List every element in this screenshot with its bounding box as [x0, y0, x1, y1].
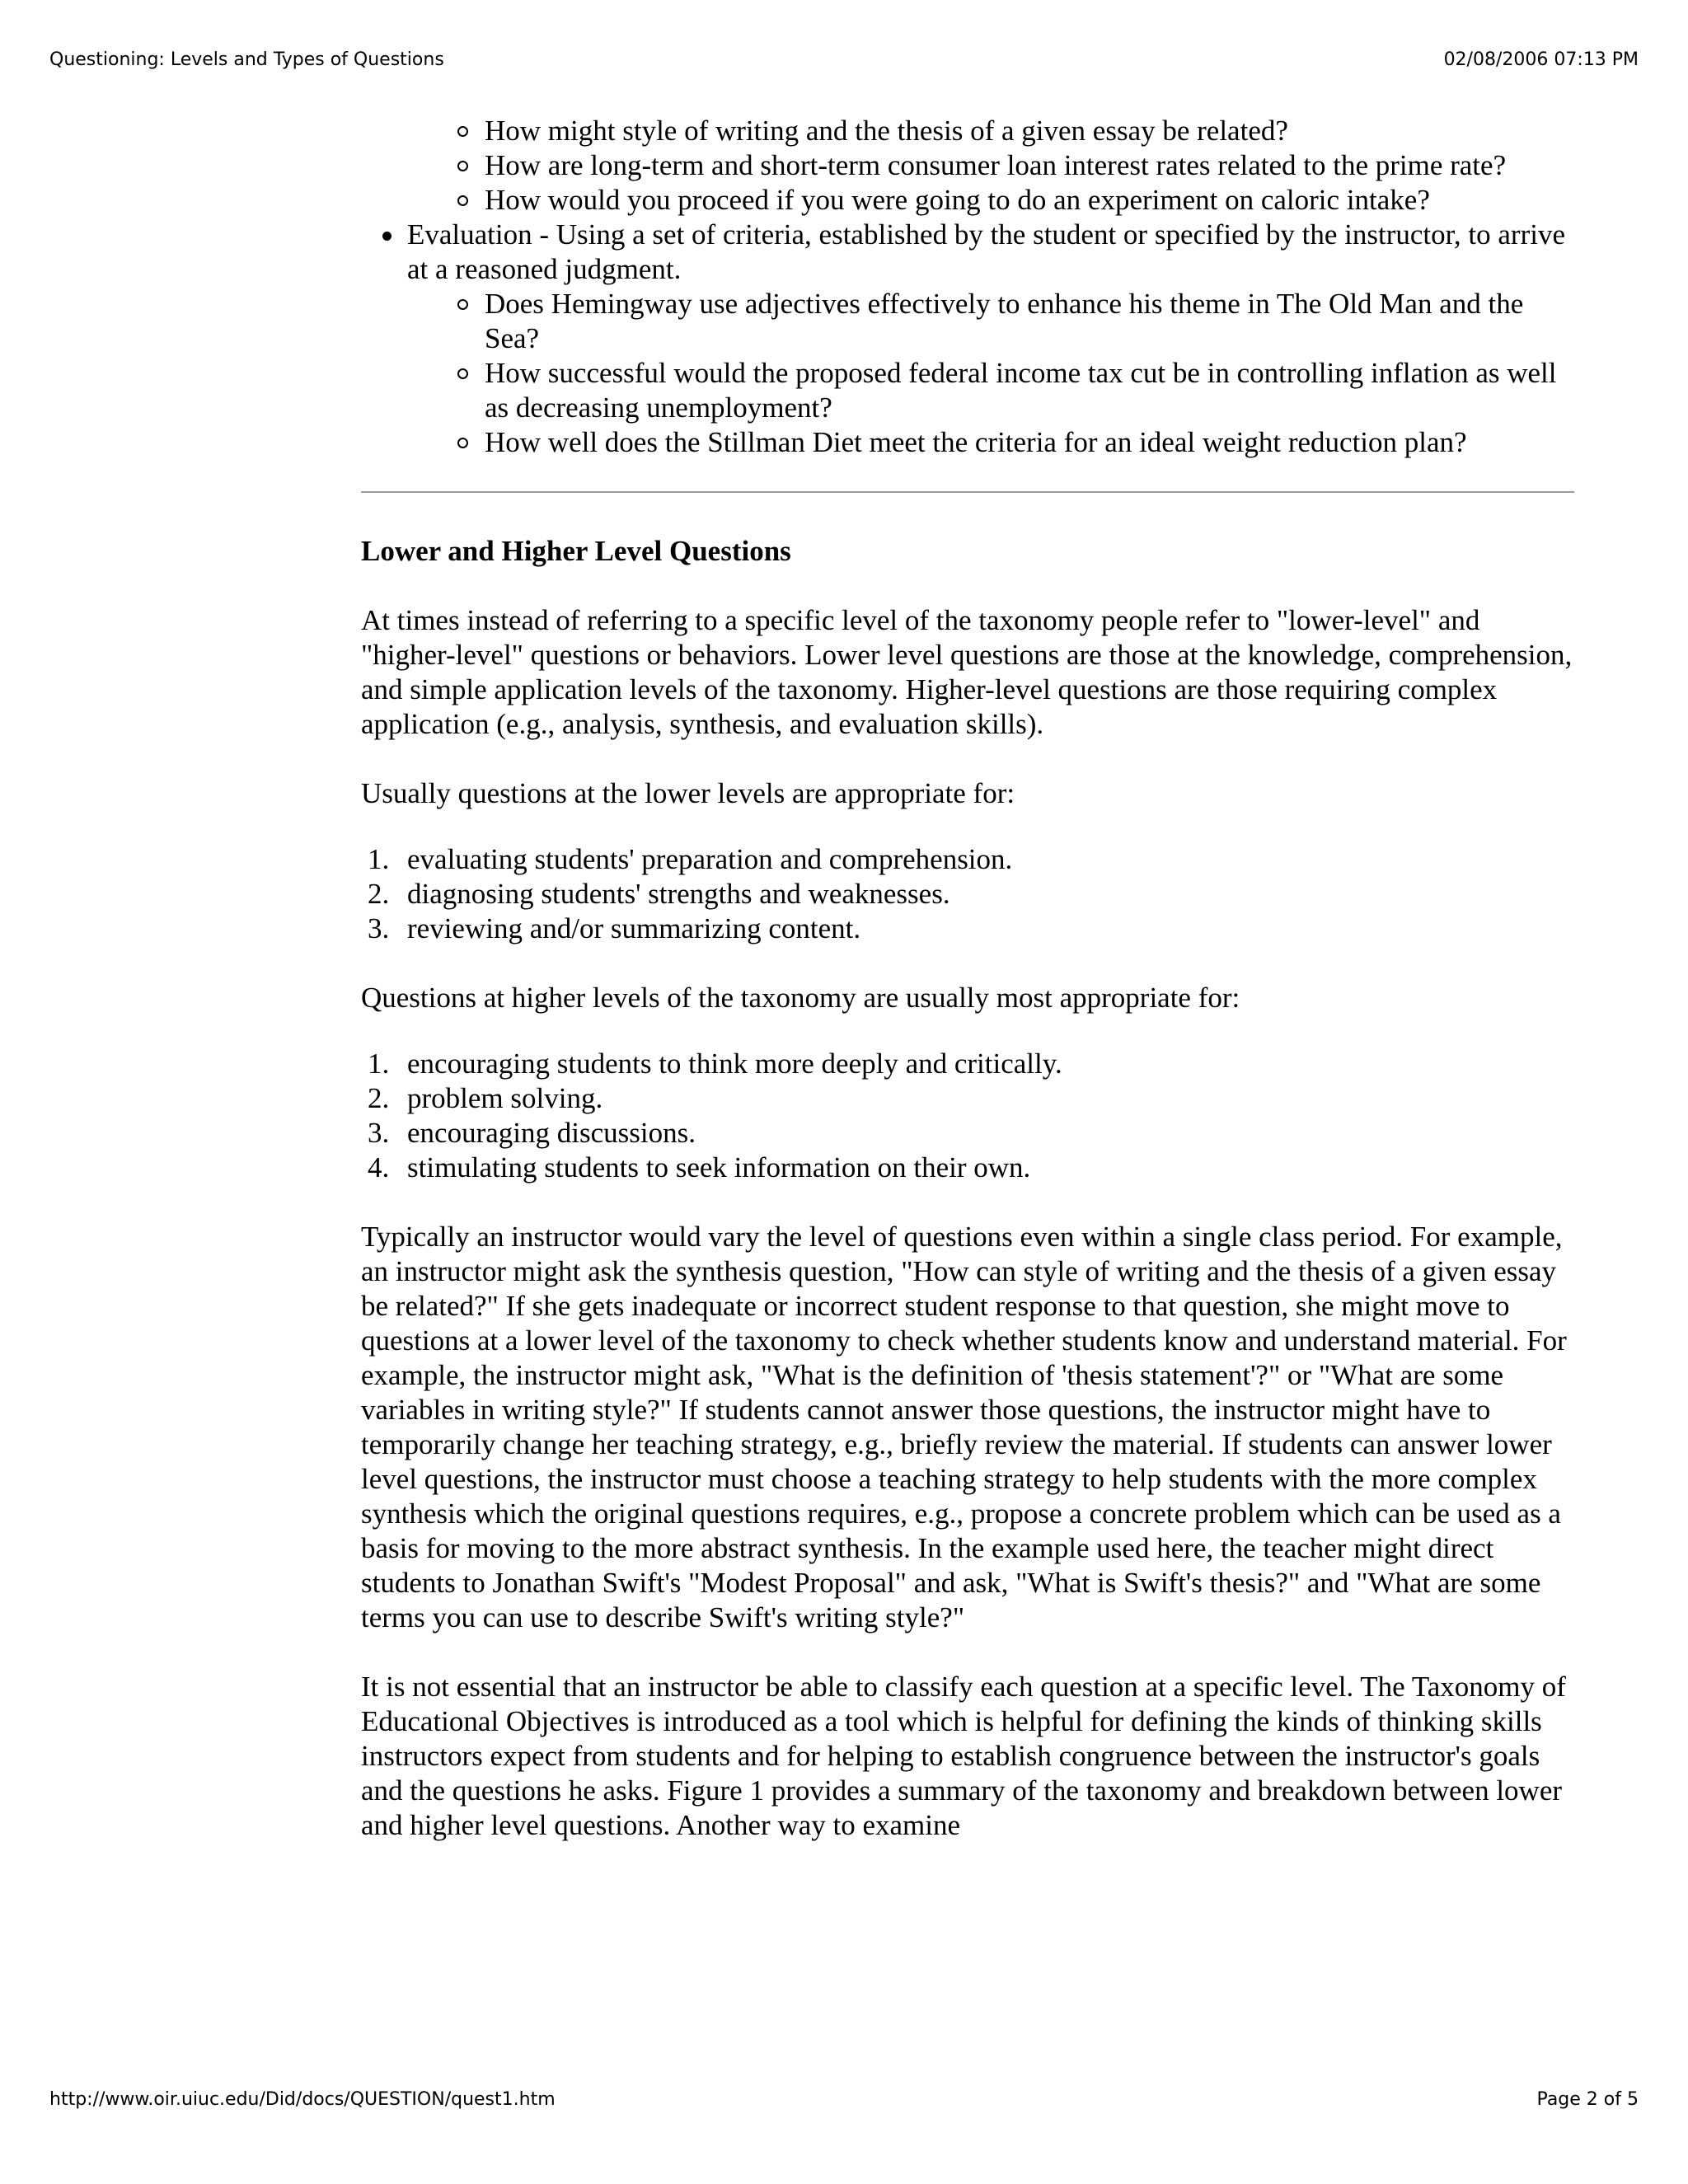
list-item: 3. reviewing and/or summarizing content. — [368, 912, 861, 944]
section-divider — [361, 491, 1574, 493]
synthesis-item — [407, 114, 1574, 218]
page-url: http://www.oir.uiuc.edu/Did/docs/QUESTION/quest1.htm — [49, 2089, 556, 2110]
list-item: 1. encouraging students to think more deeply and critically. — [368, 1047, 1062, 1080]
page-title: Questioning: Levels and Types of Questions — [49, 49, 444, 70]
list-item: Does Hemingway use adjectives effectively to enhance his theme in The Old Man and the Sea? — [485, 287, 1574, 356]
lower-lead: Usually questions at the lower levels are appropriate for: — [361, 777, 1015, 809]
list-item: How might style of writing and the thesis of a given essay be related? — [485, 114, 1574, 148]
higher-lead: Questions at higher levels of the taxonomy are usually most appropriate for: — [361, 982, 1240, 1014]
list-item: 2. diagnosing students' strengths and weaknesses. — [368, 878, 950, 910]
evaluation-item — [407, 218, 1574, 460]
list-item: 3. encouraging discussions. — [368, 1117, 696, 1149]
intro-paragraph: At times instead of referring to a specific level of the taxonomy people refer to "lower-level" and "higher-level" questions or behaviors. Lower level questions are those at the knowledge, comprehension, and simple application levels of the taxonomy. Higher-level questions are those requiring complex application (e.g., analysis, synthesis, and evaluation skills). — [361, 604, 1573, 740]
print-footer — [49, 2089, 1639, 2110]
essential-paragraph: It is not essential that an instructor be able to classify each question at a specific level. The Taxonomy of Educational Objectives is introduced as a tool which is helpful for defining the kinds of thinking skills instructors expect from students and for helping to establish congruence between the instructor's goals and the questions he asks. Figure 1 provides a summary of the taxonomy and breakdown between lower and higher level questions. Another way to examine — [361, 1671, 1566, 1841]
page-number: Page 2 of 5 — [1536, 2089, 1639, 2110]
list-item: 1. evaluating students' preparation and comprehension. — [368, 843, 1013, 875]
print-datetime: 02/08/2006 07:13 PM — [1443, 49, 1639, 70]
evaluation-text: Evaluation - Using a set of criteria, established by the student or specified by the instructor, to arrive at a reasoned judgment. — [407, 218, 1565, 285]
higher-level-list — [368, 1047, 1574, 1185]
list-item: How successful would the proposed federal income tax cut be in controlling inflation as well as decreasing unemployment? — [485, 356, 1574, 425]
list-item: 2. problem solving. — [368, 1082, 603, 1114]
synthesis-examples — [485, 114, 1574, 218]
list-item: 4. stimulating students to seek information on their own. — [368, 1151, 1031, 1183]
taxonomy-list — [407, 114, 1574, 460]
list-item: How are long-term and short-term consumer loan interest rates related to the prime rate? — [485, 148, 1574, 183]
list-item: How would you proceed if you were going to do an experiment on caloric intake? — [485, 183, 1574, 218]
evaluation-examples — [485, 287, 1574, 460]
list-item: How well does the Stillman Diet meet the criteria for an ideal weight reduction plan? — [485, 425, 1574, 460]
lower-level-list — [368, 842, 1574, 946]
document-content — [361, 114, 1574, 1843]
print-header — [49, 49, 1639, 70]
vary-paragraph: Typically an instructor would vary the level of questions even within a single class period. For example, an instructor might ask the synthesis question, "How can style of writing and the thesis of a given essay be related?" If she gets inadequate or incorrect student response to that question, she might move to questions at a lower level of the taxonomy to check whether students know and understand material. For example, the instructor might ask, "What is the definition of 'thesis statement'?" or "What are some variables in writing style?" If students cannot answer those questions, the instructor might have to temporarily change her teaching strategy, e.g., briefly review the material. If students can answer lower level questions, the instructor must choose a teaching strategy to help students with the more complex synthesis which the original questions requires, e.g., propose a concrete problem which can be used as a basis for moving to the more abstract synthesis. In the example used here, the teacher might direct students to Jonathan Swift's "Modest Proposal" and ask, "What is Swift's thesis?" and "What are some terms you can use to describe Swift's writing style?" — [361, 1221, 1567, 1633]
section-heading: Lower and Higher Level Questions — [361, 535, 791, 567]
